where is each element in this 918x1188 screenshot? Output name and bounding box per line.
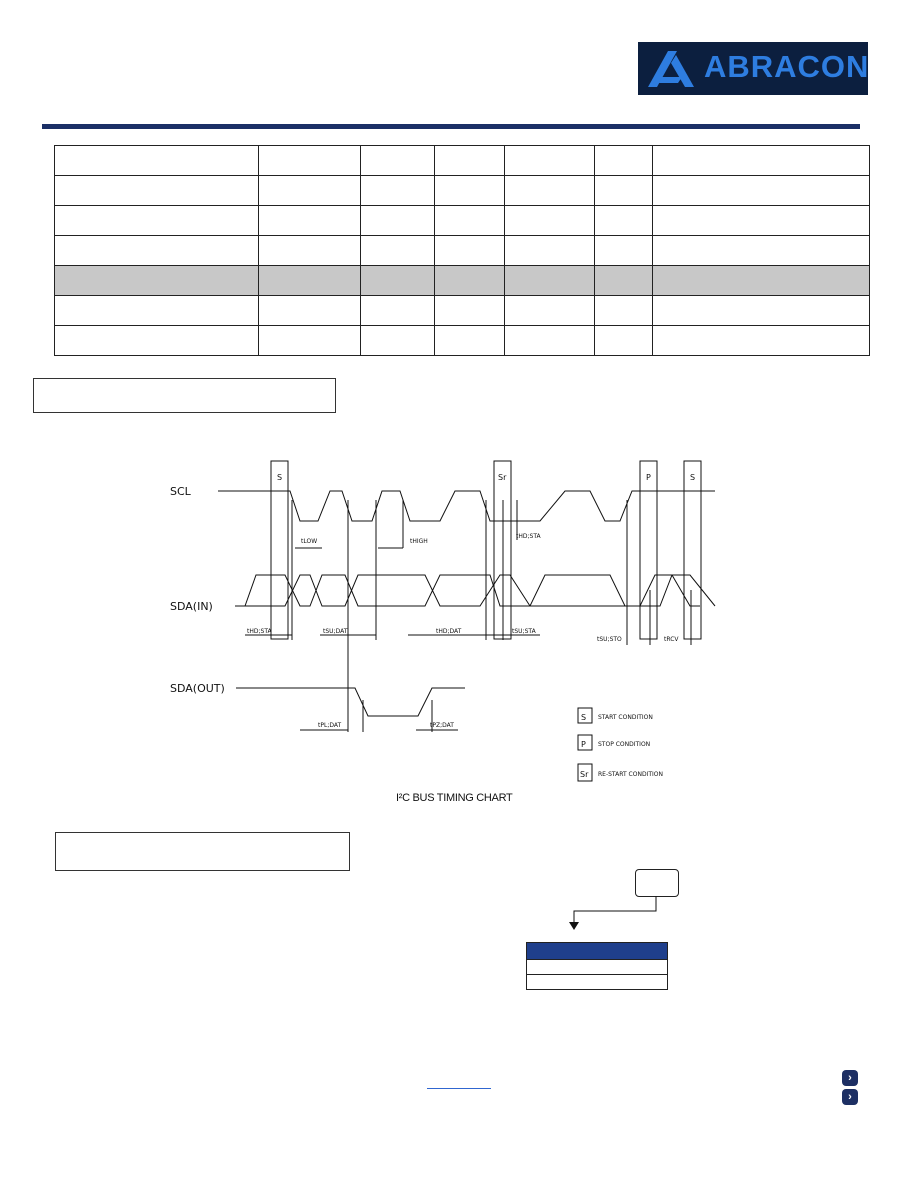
- chevron-right-icon[interactable]: ›: [842, 1089, 858, 1105]
- register-table-header: [527, 943, 668, 960]
- chart-caption: I²C BUS TIMING CHART: [396, 792, 513, 804]
- param-tsu-sto: tSU;STO: [597, 636, 622, 643]
- table-row: [527, 960, 668, 975]
- start2-marker-box: [684, 461, 701, 639]
- timing-measure-lines: [245, 500, 691, 732]
- legend-label-restart: RE-START CONDITION: [598, 771, 663, 778]
- sda-in-waveform-low: [245, 575, 700, 606]
- address-arrow-icon: [560, 894, 670, 934]
- address-box: [635, 869, 679, 897]
- stop-marker-box: [640, 461, 657, 639]
- section-heading-box-2: [55, 832, 350, 871]
- scl-label: SCL: [170, 485, 191, 498]
- param-thd-sta: tHD;STA: [247, 628, 272, 635]
- timing-legend: [578, 708, 663, 781]
- param-thd-dat: tHD;DAT: [436, 628, 462, 635]
- param-trcv: tRCV: [664, 636, 679, 643]
- sda-in-waveform-high: [235, 575, 715, 606]
- start2-marker-label: S: [690, 473, 696, 482]
- logo-text: ABRACON: [704, 49, 870, 84]
- restart-marker-label: Sr: [498, 473, 507, 482]
- sda-out-label: SDA(OUT): [170, 682, 225, 695]
- start-marker-box: [271, 461, 288, 639]
- param-tpz-dat: tPZ;DAT: [430, 722, 454, 729]
- param-thigh: tHIGH: [410, 538, 428, 545]
- chevron-right-icon[interactable]: ›: [842, 1070, 858, 1086]
- table-row: [527, 975, 668, 990]
- stop-marker-label: P: [646, 473, 651, 482]
- start-marker-label: S: [277, 473, 283, 482]
- sda-in-label: SDA(IN): [170, 600, 213, 613]
- footer-link-underline[interactable]: [427, 1088, 491, 1089]
- param-tlow: tLOW: [301, 538, 318, 545]
- legend-label-start: START CONDITION: [598, 714, 653, 721]
- param-tsu-sta: tSU;STA: [512, 628, 536, 635]
- legend-symbol-start: S: [581, 713, 587, 722]
- legend-symbol-restart: Sr: [580, 770, 589, 779]
- legend-label-stop: STOP CONDITION: [598, 741, 651, 748]
- param-tsu-dat: tSU;DAT: [323, 628, 348, 635]
- param-tpl-dat: tPL;DAT: [318, 722, 342, 729]
- sda-out-waveform: [236, 688, 465, 716]
- param-thd-sta-2: tHD;STA: [516, 533, 541, 540]
- legend-symbol-stop: P: [581, 740, 586, 749]
- register-table: [526, 942, 668, 990]
